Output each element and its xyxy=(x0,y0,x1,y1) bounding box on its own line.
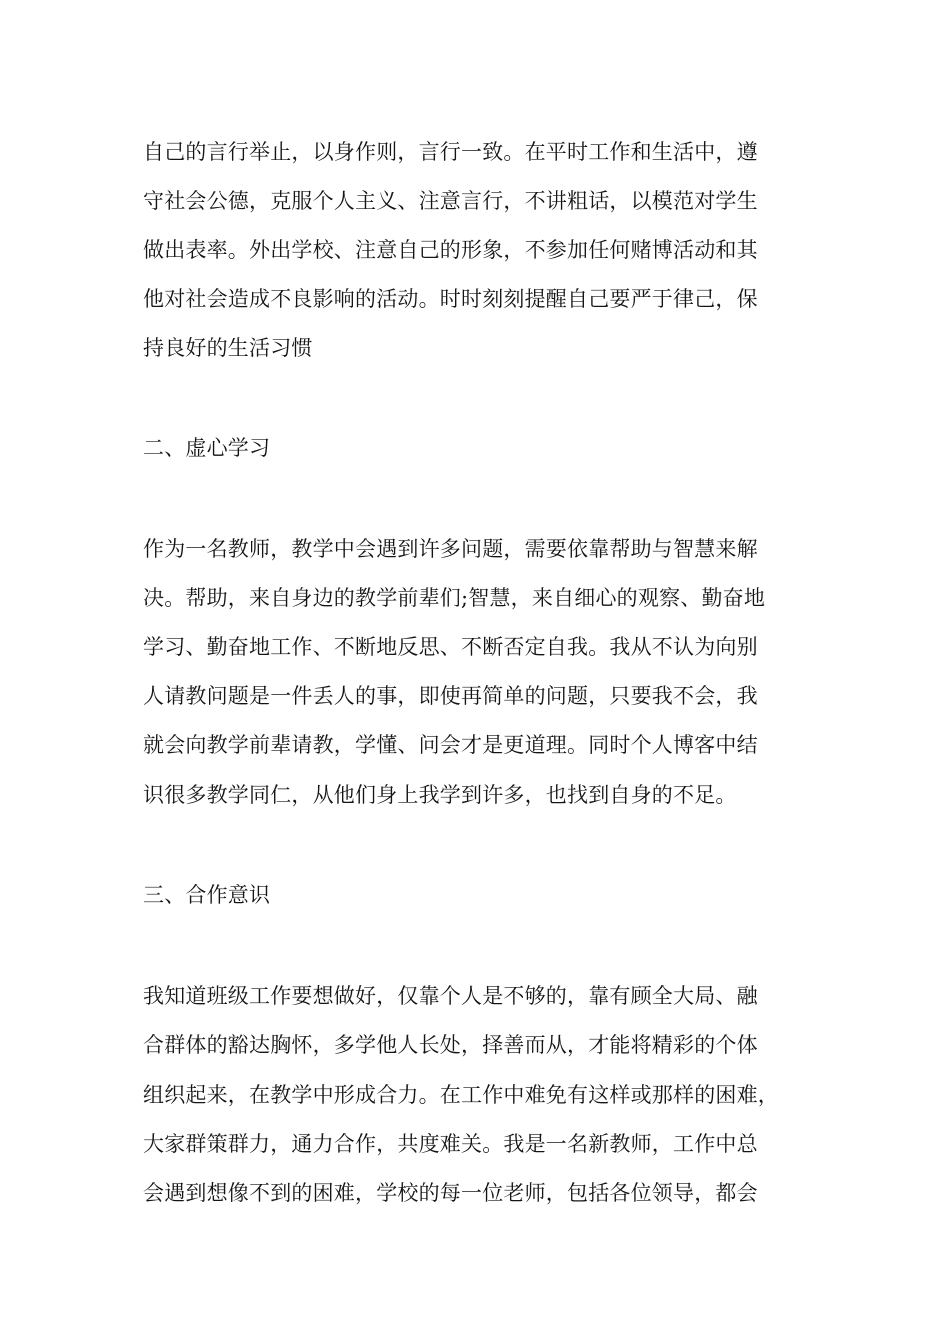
paragraph-3-line-4: 大家群策群力，通力合作，共度难关。我是一名新教师，工作中总 xyxy=(143,1132,758,1156)
paragraph-3-line-3: 组织起来，在教学中形成合力。在工作中难免有这样或那样的困难， xyxy=(143,1083,779,1107)
paragraph-3-line-5: 会遇到想像不到的困难，学校的每一位老师，包括各位领导，都会 xyxy=(143,1181,758,1205)
paragraph-2-line-3: 学习、勤奋地工作、不断地反思、不断否定自我。我从不认为向别 xyxy=(143,635,758,659)
paragraph-2-line-5: 就会向教学前辈请教，学懂、问会才是更道理。同时个人博客中结 xyxy=(143,733,758,757)
paragraph-2-line-2: 决。帮助，来自身边的教学前辈们;智慧，来自细心的观察、勤奋地 xyxy=(143,586,766,610)
paragraph-1-line-4: 他对社会造成不良影响的活动。时时刻刻提醒自己要严于律己，保 xyxy=(143,287,758,311)
paragraph-1-line-3: 做出表率。外出学校、注意自己的形象，不参加任何赌博活动和其 xyxy=(143,238,758,262)
paragraph-2-line-1: 作为一名教师，教学中会遇到许多问题，需要依靠帮助与智慧来解 xyxy=(143,537,758,561)
paragraph-2-line-6: 识很多教学同仁，从他们身上我学到许多，也找到自身的不足。 xyxy=(143,783,737,807)
section-heading-3: 三、合作意识 xyxy=(143,883,271,907)
paragraph-3-line-1: 我知道班级工作要想做好，仅靠个人是不够的，靠有顾全大局、融 xyxy=(143,984,758,1008)
paragraph-3-line-2: 合群体的豁达胸怀，多学他人长处，择善而从，才能将精彩的个体 xyxy=(143,1033,758,1057)
paragraph-2-line-4: 人请教问题是一件丢人的事，即使再简单的问题，只要我不会，我 xyxy=(143,684,758,708)
section-heading-2: 二、虚心学习 xyxy=(143,436,271,460)
paragraph-1-line-1: 自己的言行举止，以身作则，言行一致。在平时工作和生活中，遵 xyxy=(143,140,758,164)
paragraph-1-line-2: 守社会公德，克服个人主义、注意言行，不讲粗话，以模范对学生 xyxy=(143,189,758,213)
paragraph-1-line-5: 持良好的生活习惯 xyxy=(143,336,313,360)
